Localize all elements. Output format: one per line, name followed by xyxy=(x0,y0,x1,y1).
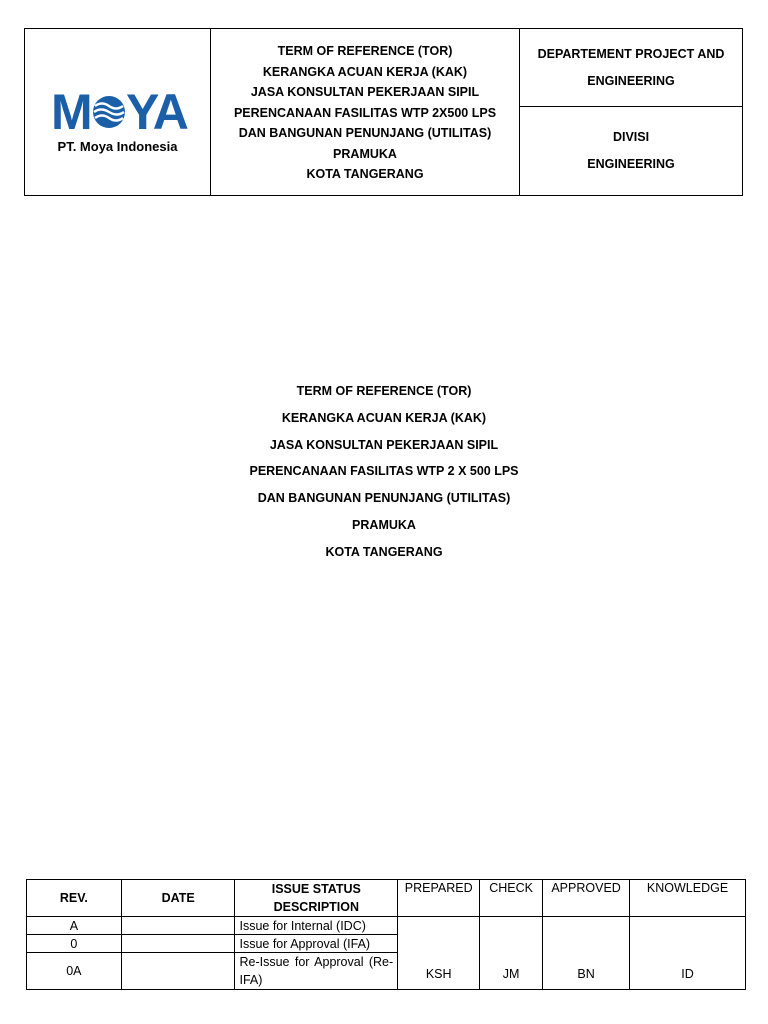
logo-cell xyxy=(25,29,211,195)
rev-cell: 0A xyxy=(27,953,122,990)
moya-logo xyxy=(51,87,193,133)
header-approved: APPROVED xyxy=(543,880,630,917)
header-title-line: DAN BANGUNAN PENUNJANG (UTILITAS) xyxy=(238,126,492,141)
approved-cell: BN xyxy=(543,917,630,990)
header-prepared: PREPARED xyxy=(398,880,480,917)
title-line: KERANGKA ACUAN KERJA (KAK) xyxy=(281,410,487,425)
department-line: ENGINEERING xyxy=(587,73,675,88)
header-date: DATE xyxy=(121,880,235,917)
header-title-line: JASA KONSULTAN PEKERJAAN SIPIL xyxy=(250,85,480,100)
title-line: PERENCANAAN FASILITAS WTP 2 X 500 LPS xyxy=(249,464,519,479)
header-check: CHECK xyxy=(480,880,543,917)
header-knowledge: KNOWLEDGE xyxy=(630,880,746,917)
document-title xyxy=(0,378,768,566)
header-department-column xyxy=(520,29,742,195)
prepared-cell: KSH xyxy=(398,917,480,990)
table-row xyxy=(27,917,746,935)
knowledge-cell: ID xyxy=(630,917,746,990)
title-line: PRAMUKA xyxy=(352,517,416,532)
rev-cell: A xyxy=(27,917,122,935)
department-cell xyxy=(520,29,742,107)
header-title-line: KOTA TANGERANG xyxy=(306,167,424,182)
svg-text:M: M xyxy=(51,87,91,133)
description-cell: Issue for Approval (IFA) xyxy=(235,935,398,953)
date-cell xyxy=(121,953,235,990)
header-title-line: TERM OF REFERENCE (TOR) xyxy=(277,43,453,58)
department-line: DEPARTEMENT PROJECT AND xyxy=(537,46,725,61)
document-header xyxy=(24,28,743,196)
header-title-line: KERANGKA ACUAN KERJA (KAK) xyxy=(262,64,468,79)
date-cell xyxy=(121,917,235,935)
title-line: DAN BANGUNAN PENUNJANG (UTILITAS) xyxy=(257,491,511,506)
header-title-line: PRAMUKA xyxy=(333,146,397,161)
revision-table xyxy=(26,879,746,990)
table-header-row xyxy=(27,880,746,917)
description-cell: Issue for Internal (IDC) xyxy=(235,917,398,935)
title-line: JASA KONSULTAN PEKERJAAN SIPIL xyxy=(269,437,499,452)
title-line: TERM OF REFERENCE (TOR) xyxy=(296,384,472,398)
date-cell xyxy=(121,935,235,953)
header-title-cell xyxy=(211,29,520,195)
division-cell xyxy=(520,107,742,195)
division-line: ENGINEERING xyxy=(587,157,675,171)
title-line: KOTA TANGERANG xyxy=(325,544,443,559)
check-cell: JM xyxy=(480,917,543,990)
description-cell: Re-Issue for Approval (Re-IFA) xyxy=(235,953,398,990)
header-rev: REV. xyxy=(27,880,122,917)
company-name: PT. Moya Indonesia xyxy=(57,139,178,154)
header-issue-status: ISSUE STATUS DESCRIPTION xyxy=(235,880,398,917)
division-line: DIVISI xyxy=(612,130,650,144)
svg-text:YA: YA xyxy=(126,87,187,133)
rev-cell: 0 xyxy=(27,935,122,953)
header-title-line: PERENCANAAN FASILITAS WTP 2X500 LPS xyxy=(233,105,497,120)
